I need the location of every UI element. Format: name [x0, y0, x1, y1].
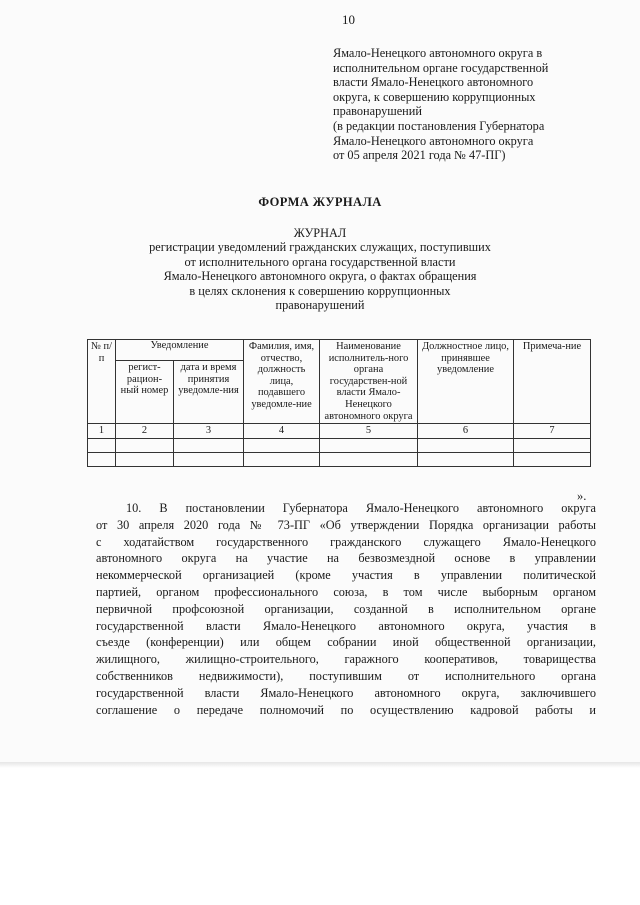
- paragraph-line: первичной профсоюзной организации, созданной в исполнительном органе: [96, 601, 596, 616]
- paragraph-line: некоммерческой организацией (кроме участия в управлении политической: [96, 568, 596, 583]
- paragraph-line: автономного округа на участие на безвозмездной основе в управлении: [96, 551, 596, 566]
- journal-title: ЖУРНАЛ: [293, 226, 347, 240]
- table-cell: [320, 439, 418, 453]
- journal-line: в целях склонения к совершению коррупционных: [189, 283, 451, 298]
- table-row: [88, 439, 591, 453]
- header-cell-org: Наименование исполнитель-ного органа государствен-ной власти Ямало-Ненецкого автономного округа: [320, 340, 418, 424]
- header-cell-number: № п/п: [88, 340, 116, 424]
- page-edge: [0, 762, 640, 768]
- paragraph-line: соглашение о передаче полномочий по осуществлению кадровой работы и: [96, 702, 596, 717]
- journal-line: правонарушений: [275, 298, 365, 313]
- table-cell: [514, 439, 591, 453]
- table-cell: [174, 453, 244, 467]
- table-cell: [174, 439, 244, 453]
- column-number: 4: [244, 424, 320, 439]
- paragraph-line: с ходатайством государственного гражданского служащего Ямало-Ненецкого: [96, 534, 596, 549]
- paragraph-line: 10. В постановлении Губернатора Ямало-Ненецкого автономного округа: [126, 501, 596, 515]
- paragraph-10: [96, 500, 596, 718]
- header-cell-notification: Уведомление: [116, 340, 244, 361]
- page-number: 10: [342, 12, 355, 27]
- table-cell: [88, 453, 116, 467]
- paragraph-line: государственной власти Ямало-Ненецкого автономного округа, заключившего: [96, 685, 596, 700]
- table-cell: [116, 453, 174, 467]
- header-block: [333, 46, 613, 163]
- column-number: 7: [514, 424, 591, 439]
- closing-quote: ».: [577, 489, 587, 503]
- journal-line: Ямало-Ненецкого автономного округа, о фактах обращения: [163, 269, 477, 284]
- table-row: [88, 453, 591, 467]
- header-line: правонарушений: [333, 104, 422, 119]
- table-cell: [418, 453, 514, 467]
- column-number: 2: [116, 424, 174, 439]
- header-cell-reg-number: регист-рацион-ный номер: [116, 361, 174, 424]
- table-cell: [514, 453, 591, 467]
- table-cell: [244, 453, 320, 467]
- header-line: власти Ямало-Ненецкого автономного: [333, 75, 534, 90]
- column-number: 1: [88, 424, 116, 439]
- header-line: Ямало-Ненецкого автономного округа в: [333, 46, 543, 60]
- table-cell: [244, 439, 320, 453]
- paragraph-line: жилищного, жилищно-строительного, гаражного кооперативов, товарищества: [96, 652, 596, 667]
- header-line: округа, к совершению коррупционных: [333, 89, 536, 104]
- table-header-row: [88, 340, 591, 361]
- table-cell: [88, 439, 116, 453]
- form-title: ФОРМА ЖУРНАЛА: [258, 195, 382, 209]
- journal-heading: [0, 226, 640, 312]
- paragraph-line: собственников недвижимости), поступившим от исполнительного органа: [96, 668, 596, 683]
- table-cell: [418, 439, 514, 453]
- table-number-row: [88, 424, 591, 439]
- header-cell-datetime: дата и время принятия уведомле-ния: [174, 361, 244, 424]
- paragraph-line: партией, органом профессионального союза, в том числе выборным органом: [96, 584, 596, 599]
- header-line: исполнительном органе государственной: [333, 60, 549, 75]
- header-line: от 05 апреля 2021 года № 47-ПГ): [333, 148, 506, 163]
- header-cell-note: Примеча-ние: [514, 340, 591, 424]
- paragraph-line: от 30 апреля 2020 года № 73-ПГ «Об утверждении Порядка организации работы: [96, 517, 596, 532]
- paragraph-line: съезде (конференции) или общем собрании иной общественной организации,: [96, 635, 596, 650]
- header-cell-official: Должностное лицо, принявшее уведомление: [418, 340, 514, 424]
- column-number: 6: [418, 424, 514, 439]
- journal-line: регистрации уведомлений гражданских служащих, поступивших: [149, 240, 491, 255]
- column-number: 5: [320, 424, 418, 439]
- journal-line: от исполнительного органа государственной власти: [184, 254, 456, 269]
- table-cell: [116, 439, 174, 453]
- journal-table: [87, 339, 591, 467]
- header-cell-fio: Фамилия, имя, отчество, должность лица, подавшего уведомле-ние: [244, 340, 320, 424]
- column-number: 3: [174, 424, 244, 439]
- paragraph-line: государственной власти Ямало-Ненецкого автономного округа, участия в: [96, 618, 596, 633]
- header-line: (в редакции постановления Губернатора: [333, 118, 545, 133]
- table-cell: [320, 453, 418, 467]
- header-line: Ямало-Ненецкого автономного округа: [333, 133, 534, 148]
